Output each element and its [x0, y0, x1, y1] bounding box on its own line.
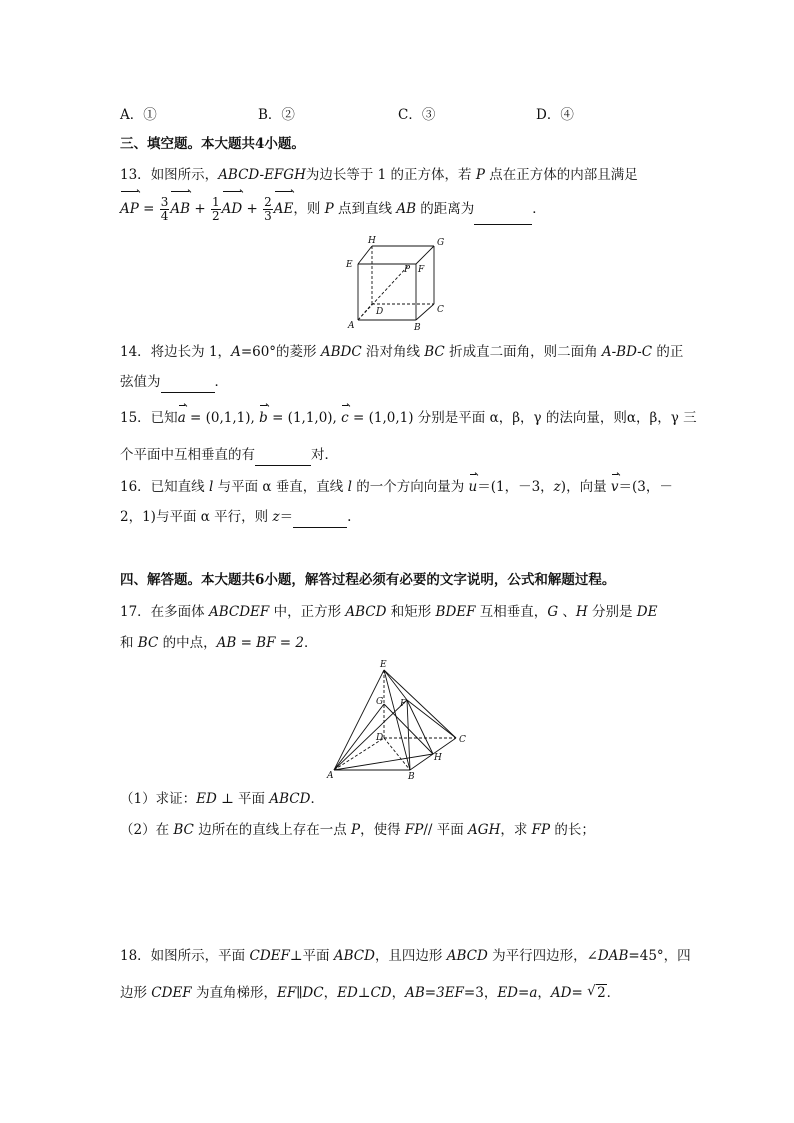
option-c: C．③ — [398, 107, 436, 123]
q14-line2 — [120, 372, 228, 393]
frac-num: 3 — [160, 195, 169, 209]
q17-end: ． — [310, 791, 324, 807]
q18-text: ，且四边形 — [374, 948, 447, 964]
sqrt-radicand: 2 — [597, 985, 606, 1001]
q16-text: 与平面 α 垂直，直线 — [213, 479, 348, 495]
q17-segment-ed: ED — [196, 791, 217, 807]
q14-diagonal: BC — [424, 344, 445, 360]
label-f: F — [400, 699, 407, 709]
q17-text: ⊥ 平面 — [216, 791, 270, 807]
frac-den: 4 — [160, 209, 169, 223]
q18-angle-dab: DAB — [597, 948, 629, 964]
q16-text: 的一个方向向量为 — [351, 479, 469, 495]
label-e: E — [380, 660, 387, 670]
q17-segment-fp: FP — [531, 822, 551, 838]
q17-part1 — [120, 789, 324, 809]
vector-ad: AD — [222, 194, 243, 224]
q18-text: ， — [323, 985, 338, 1001]
option-a: A．① — [120, 107, 157, 123]
label-c: C — [459, 735, 466, 745]
label-e: E — [346, 260, 353, 270]
q17-segment-bc: BC — [173, 822, 194, 838]
q15-line2 — [120, 445, 338, 466]
q15-line1 — [120, 408, 697, 428]
q13-number: 13． — [120, 167, 151, 183]
q14-angle: A — [231, 344, 241, 360]
vector-v: v — [610, 479, 619, 495]
q13-text: 为边长等于 1 的正方体，若 — [305, 167, 476, 183]
q16-text: 2，1)与平面 α 平行，则 — [120, 509, 273, 525]
section-4-title: 四、解答题。本大题共6小题，解答过程必须有必要的文字说明，公式和解题过程。 — [120, 572, 616, 588]
q16-text: ＝(3，－ — [618, 479, 673, 495]
q13-text: 点在正方体的内部且满足 — [484, 167, 638, 183]
label-b: B — [408, 772, 415, 782]
q13-text: 如图所示， — [150, 167, 219, 183]
q16-var-z: z — [553, 479, 561, 495]
q17-point-p: P — [351, 822, 361, 838]
q17-text: // 平面 — [423, 822, 469, 838]
q15-text: 15．已知 — [120, 410, 178, 426]
q17-plane-agh: AGH — [468, 822, 501, 838]
q17-point-h: H — [575, 604, 588, 620]
q17-condition: AB = BF = 2 — [216, 635, 304, 651]
q17-point-g: G — [547, 604, 559, 620]
q16-line2 — [120, 507, 351, 528]
q17-text: 和矩形 — [386, 604, 436, 620]
q16-line-l: l — [347, 479, 352, 495]
q18-text: =45°，四 — [628, 948, 691, 964]
q18-text: ， — [537, 985, 551, 1001]
q17-line1 — [120, 602, 657, 622]
vector-a: a — [177, 410, 186, 426]
q17-text: 的长； — [550, 822, 595, 838]
q17-line2 — [120, 633, 317, 653]
polyhedron-figure — [322, 658, 472, 782]
q14-end: ． — [214, 374, 228, 390]
q17-part-label: （2）在 — [120, 822, 174, 838]
q14-dihedral: A-BD-C — [601, 344, 653, 360]
q16-line1 — [120, 477, 673, 497]
q13-point: P — [324, 201, 334, 217]
q15-value: = (1,0,1) — [348, 410, 414, 426]
label-h: H — [368, 236, 376, 246]
vector-ab: AB — [170, 194, 190, 224]
label-f: F — [418, 265, 425, 275]
q18-end: ． — [606, 985, 621, 1001]
q15-text: 分别是平面 α，β，γ 的法向量，则α，β，γ 三 — [413, 410, 697, 426]
q18-parallel: EF∥DC — [276, 985, 324, 1001]
q18-perpendicular: ED⊥CD — [337, 985, 392, 1001]
frac-num: 2 — [264, 195, 272, 209]
label-d: D — [376, 733, 384, 743]
q17-segment-fp: FP — [404, 822, 424, 838]
vector-c: c — [341, 410, 349, 426]
answer-blank — [255, 445, 311, 466]
label-a: A — [348, 321, 355, 331]
fraction-1-2 — [211, 196, 221, 223]
q17-text: ，使得 — [360, 822, 405, 838]
q18-text: 为直角梯形， — [191, 985, 277, 1001]
q18-plane-abcd: ABCD — [333, 948, 375, 964]
cube-figure — [338, 232, 458, 336]
frac-num: 1 — [211, 195, 220, 209]
option-d: D．④ — [536, 107, 574, 123]
q18-text: ⊥平面 — [289, 948, 334, 964]
q14-text: 沿对角线 — [361, 344, 425, 360]
answer-blank — [161, 372, 215, 393]
q15-text: 个平面中互相垂直的有 — [120, 447, 255, 463]
plus-sign: + — [190, 201, 210, 217]
fraction-3-4 — [160, 196, 170, 223]
q17-segment-bc: BC — [137, 635, 159, 651]
option-b: B．② — [258, 107, 295, 123]
frac-den: 2 — [211, 209, 220, 223]
fraction-2-3 — [263, 196, 273, 223]
q14-text: =60°的菱形 — [240, 344, 321, 360]
label-g: G — [437, 238, 445, 248]
q14-shape: ABDC — [320, 344, 362, 360]
q17-segment-de: DE — [636, 604, 658, 620]
vector-ae: AE — [274, 194, 294, 224]
q17-text: 互相垂直， — [475, 604, 548, 620]
q17-end: ． — [303, 635, 318, 651]
q14-text: 的正 — [652, 344, 684, 360]
q17-rectangle: BDEF — [435, 604, 476, 620]
q13-line2 — [120, 194, 546, 225]
q13-point: P — [475, 167, 485, 183]
sqrt-2 — [587, 983, 607, 1003]
q13-line1 — [120, 165, 638, 185]
q13-cube-name: ABCD-EFGH — [218, 167, 306, 183]
vector-u: u — [468, 479, 478, 495]
q18-text: 边形 — [120, 985, 152, 1001]
q17-text: 分别是 — [587, 604, 637, 620]
q13-text: 点到直线 — [333, 201, 397, 217]
label-c: C — [437, 305, 444, 315]
q17-text: 和 — [120, 635, 138, 651]
q17-text: 的中点， — [158, 635, 217, 651]
label-h: H — [434, 753, 442, 763]
q17-text: ，求 — [500, 822, 532, 838]
label-g: G — [376, 697, 384, 707]
q13-text: ，则 — [293, 201, 325, 217]
q16-text: ＝(1，－3， — [477, 479, 554, 495]
q18-plane-cdef: CDEF — [249, 948, 290, 964]
q18-text: = — [571, 985, 588, 1001]
q14-line1 — [120, 342, 683, 362]
q16-text: ＝ — [279, 509, 294, 525]
frac-den: 3 — [264, 209, 272, 223]
q18-text: ， — [391, 985, 406, 1001]
q18-text: =3， — [463, 985, 498, 1001]
q18-text: 18．如图所示，平面 — [120, 948, 250, 964]
q18-ed-a: ED=a — [497, 985, 538, 1001]
q17-square: ABCD — [345, 604, 387, 620]
q15-value: = (0,1,1), — [185, 410, 260, 426]
q17-text: 中，正方形 — [269, 604, 346, 620]
vector-b: b — [259, 410, 268, 426]
q18-ad: AD — [550, 985, 572, 1001]
q14-text: 弦值为 — [120, 374, 161, 390]
q14-text: 14．将边长为 1， — [120, 344, 232, 360]
q17-part2 — [120, 820, 595, 840]
answer-blank — [474, 194, 532, 225]
q18-quad-abcd: ABCD — [446, 948, 488, 964]
q17-plane-abcd: ABCD — [269, 791, 311, 807]
q18-quad-cdef: CDEF — [151, 985, 192, 1001]
vector-ap: AP — [120, 194, 139, 224]
q17-text: 边所在的直线上存在一点 — [193, 822, 351, 838]
section-3-title: 三、填空题。本大题共4小题。 — [120, 136, 305, 152]
q18-text: 为平行四边形，∠ — [487, 948, 598, 964]
plus-sign: + — [242, 201, 263, 217]
q14-text: 折成直二面角，则二面角 — [444, 344, 602, 360]
label-a: A — [327, 771, 334, 781]
q15-value: = (1,1,0), — [267, 410, 342, 426]
q17-text: 17．在多面体 — [120, 604, 209, 620]
label-p: P — [404, 265, 411, 275]
q13-end: ． — [532, 201, 546, 217]
q16-end: . — [347, 509, 352, 525]
q16-text: 16．已知直线 — [120, 479, 209, 495]
q13-text: 的距离为 — [416, 201, 475, 217]
q16-var-z: z — [272, 509, 280, 525]
q13-line-ab: AB — [396, 201, 416, 217]
q17-part-label: （1）求证： — [120, 791, 197, 807]
q16-line-l: l — [208, 479, 214, 495]
sqrt-symbol: √ — [587, 983, 596, 999]
label-d: D — [376, 307, 384, 317]
q16-text: )，向量 — [560, 479, 611, 495]
q17-text: 、 — [558, 604, 576, 620]
label-b: B — [414, 323, 421, 333]
q17-polyhedron: ABCDEF — [208, 604, 270, 620]
q18-line2 — [120, 983, 620, 1003]
q18-ab-ef: AB=3EF — [405, 985, 464, 1001]
q15-end: 对． — [311, 447, 338, 463]
eq-sign: = — [138, 201, 159, 217]
answer-blank — [293, 507, 347, 528]
q18-line1 — [120, 946, 691, 966]
